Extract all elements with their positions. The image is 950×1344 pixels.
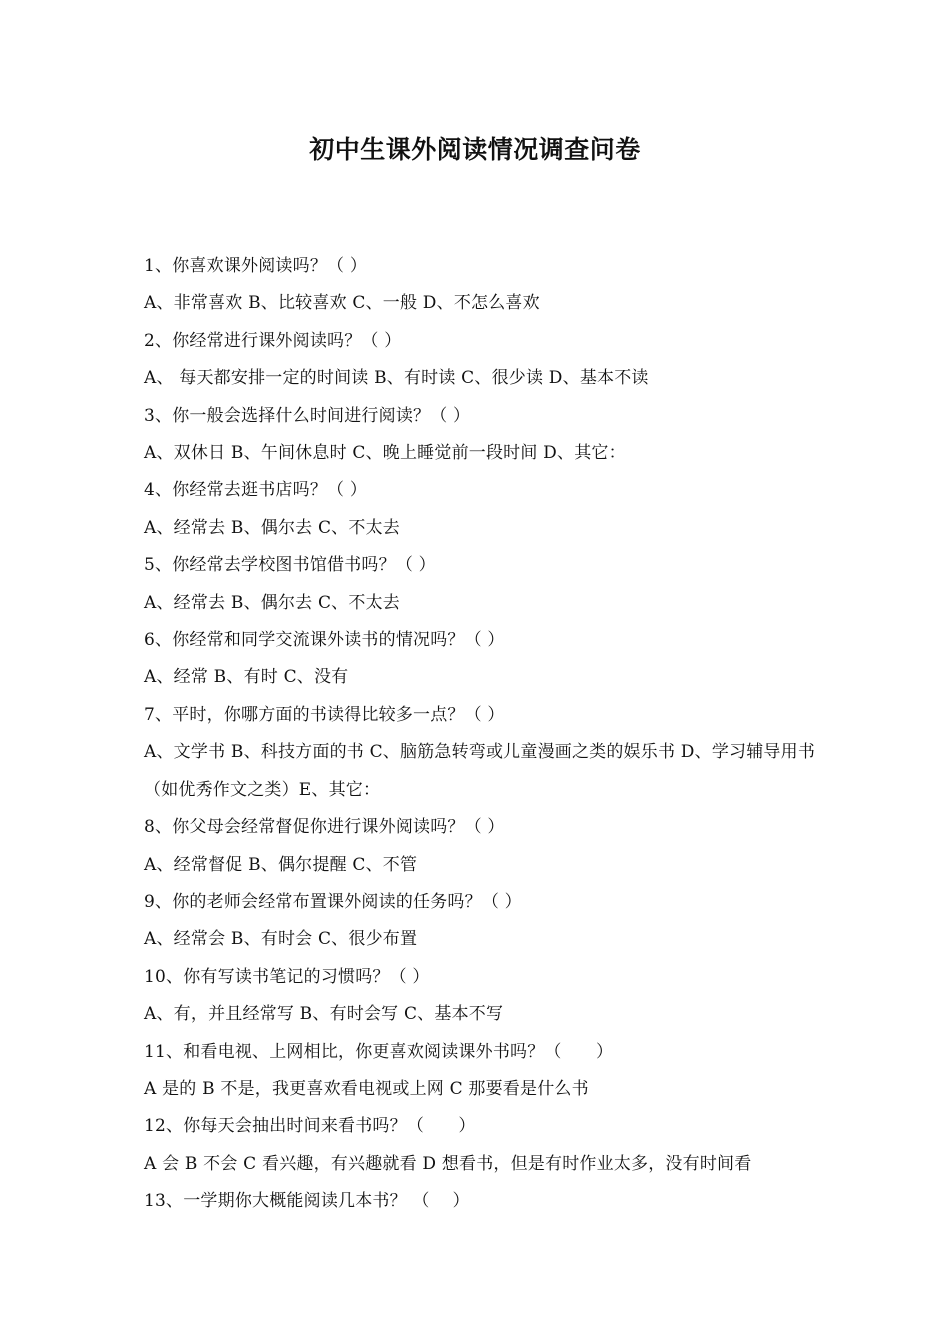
question-12-options: A 会 B 不会 C 看兴趣，有兴趣就看 D 想看书，但是有时作业太多，没有时间看 <box>144 1153 752 1174</box>
questionnaire-body <box>144 248 824 1221</box>
question-7-options: A、文学书 B、科技方面的书 C、脑筋急转弯或儿童漫画之类的娱乐书 D、学习辅导用书（如优秀作文之类）E、其它： <box>144 742 816 800</box>
question-11-options: A 是的 B 不是，我更喜欢看电视或上网 C 那要看是什么书 <box>144 1078 589 1099</box>
question-8: 8、你父母会经常督促你进行课外阅读吗？（ ） <box>144 817 505 838</box>
question-6: 6、你经常和同学交流课外读书的情况吗？（ ） <box>144 630 505 651</box>
question-3: 3、你一般会选择什么时间进行阅读？（ ） <box>144 405 471 426</box>
question-1: 1、你喜欢课外阅读吗？（ ） <box>144 256 368 276</box>
question-6-options: A、经常 B、有时 C、没有 <box>144 667 349 688</box>
question-2: 2、你经常进行课外阅读吗？（ ） <box>144 330 402 351</box>
question-4: 4、你经常去逛书店吗？（ ） <box>144 480 368 501</box>
question-3-options: A、双休日 B、午间休息时 C、晚上睡觉前一段时间 D、其它： <box>144 443 626 464</box>
question-5-options: A、经常去 B、偶尔去 C、不太去 <box>144 592 400 613</box>
question-4-options: A、经常去 B、偶尔去 C、不太去 <box>144 517 400 538</box>
question-9-options: A、经常会 B、有时会 C、很少布置 <box>144 929 418 950</box>
question-8-options: A、经常督促 B、偶尔提醒 C、不管 <box>144 854 418 875</box>
question-7: 7、平时，你哪方面的书读得比较多一点？（ ） <box>144 704 505 725</box>
document-title: 初中生课外阅读情况调查问卷 <box>309 135 641 164</box>
question-13: 13、一学期你大概能阅读几本书？ （ ） <box>144 1191 470 1212</box>
question-10: 10、你有写读书笔记的习惯吗？（ ） <box>144 966 430 987</box>
question-9: 9、你的老师会经常布置课外阅读的任务吗？（ ） <box>144 891 522 912</box>
question-5: 5、你经常去学校图书馆借书吗？（ ） <box>144 555 436 576</box>
question-10-options: A、有，并且经常写 B、有时会写 C、基本不写 <box>144 1004 504 1025</box>
question-2-options: A、 每天都安排一定的时间读 B、有时读 C、很少读 D、基本不读 <box>144 368 649 389</box>
question-1-options: A、非常喜欢 B、比较喜欢 C、一般 D、不怎么喜欢 <box>144 293 540 314</box>
question-11: 11、和看电视、上网相比，你更喜欢阅读课外书吗？（ ） <box>144 1041 614 1062</box>
question-12: 12、你每天会抽出时间来看书吗？（ ） <box>144 1116 476 1137</box>
